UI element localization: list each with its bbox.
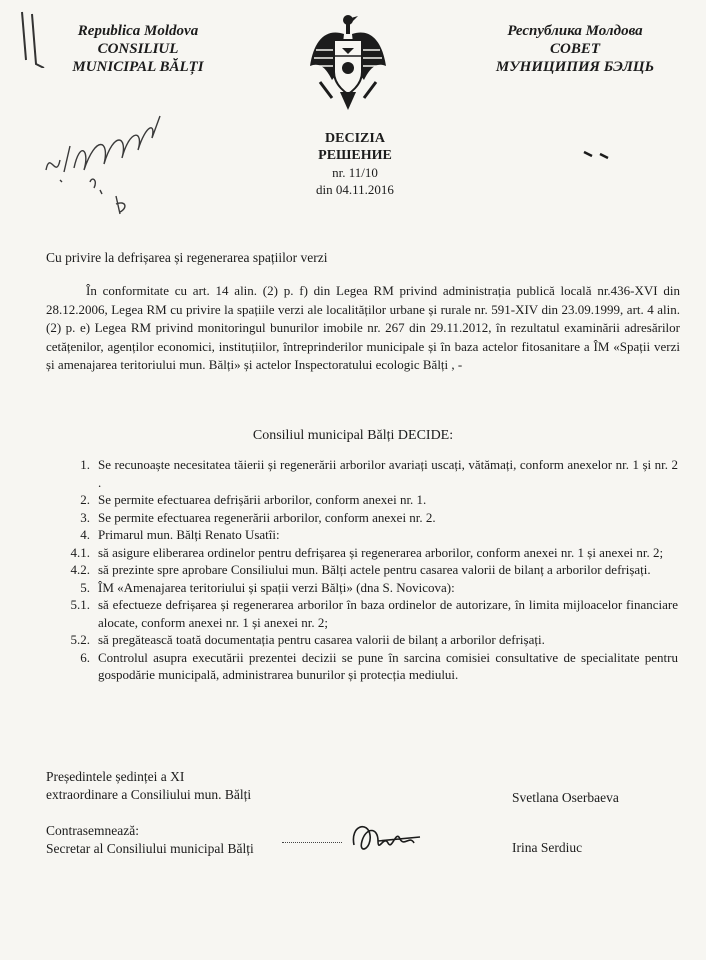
item-number: 4.2.: [70, 562, 90, 577]
list-item: [64, 509, 678, 527]
header-ru-line: Республика Молдова: [507, 23, 643, 39]
item-number: 5.1.: [70, 597, 90, 612]
decide-heading: Consiliul municipal Bălți DECIDE:: [252, 428, 454, 443]
item-text: ÎM «Amenajarea teritoriului și spații verzi Bălți» (dna S. Novicova):: [98, 579, 455, 595]
item-number: 5.: [80, 579, 90, 595]
item-text: Se permite efectuarea regenerării arborilor, conform anexei nr. 2.: [98, 509, 436, 525]
decision-items: [64, 456, 678, 684]
list-subitem: [64, 596, 678, 631]
item-number: 5.2.: [70, 632, 90, 647]
header-ro-line: MUNICIPAL BĂLȚI: [72, 59, 204, 75]
decision-date: din 04.11.2016: [316, 182, 394, 197]
president-title-line2: extraordinare a Consiliului mun. Bălți: [46, 787, 252, 802]
list-item: [64, 491, 678, 509]
decision-title-ru: РЕШЕНИЕ: [318, 148, 392, 163]
countersign-block: [46, 822, 254, 858]
header-ru-line: СОВЕТ: [549, 41, 600, 57]
header-romanian: [38, 22, 238, 76]
header-russian: [470, 22, 680, 76]
item-text: Primarul mun. Bălți Renato Usatîi:: [98, 527, 280, 542]
ink-marks: [580, 148, 640, 168]
list-subitem: [64, 561, 678, 579]
signature-line: [282, 842, 342, 843]
decision-number: nr. 11/10: [332, 165, 378, 180]
list-subitem: [64, 631, 678, 649]
item-number: 4.1.: [70, 544, 90, 560]
handwritten-signature-icon: [348, 815, 428, 865]
list-item: [64, 526, 678, 544]
president-block: [46, 768, 251, 804]
secretary-name: Irina Serdiuc: [512, 840, 583, 855]
list-subitem: [64, 544, 678, 562]
president-title-line1: Președintele ședinței a XI: [46, 769, 185, 784]
item-text: să pregătească toată documentația pentru casarea valorii de bilanț a arborilor defrișați.: [98, 632, 545, 647]
header-ro-line: CONSILIUL: [97, 41, 179, 57]
decision-preamble: [46, 282, 680, 375]
item-number: 3.: [80, 509, 90, 525]
item-text: Controlul asupra executării prezentei decizii se pune în sarcina comisiei consultative de specialitate pentru gospodărie municipală, administrarea bunurilor și protecția mediului.: [98, 649, 678, 682]
secretary-title: Secretar al Consiliului municipal Bălți: [46, 841, 254, 856]
president-name: Svetlana Oserbaeva: [512, 790, 619, 805]
list-item: [64, 649, 678, 684]
list-item: [64, 579, 678, 597]
item-text: Se recunoaște necesitatea tăierii și regenerării arborilor avariați uscați, vătămați, conform anexelor nr. 1 și nr. 2 .: [98, 457, 678, 490]
item-text: Se permite efectuarea defrișării arborilor, conform anexei nr. 1.: [98, 492, 427, 507]
decision-title-ro: DECIZIA: [325, 131, 385, 146]
item-text: să asigure eliberarea ordinelor pentru defrișarea și regenerarea arborilor, conform anexei nr. 1 și anexei nr. 2;: [98, 544, 664, 560]
countersign-label: Contrasemnează:: [46, 823, 139, 838]
decision-title-block: [300, 130, 410, 198]
item-number: 4.: [80, 527, 90, 542]
coat-of-arms-emblem-icon: [306, 10, 390, 114]
item-text: să prezinte spre aprobare Consiliului mun. Bălți actele pentru casarea valorii de bilanț a arborilor defrișați.: [98, 562, 651, 577]
header-ru-line: МУНИЦИПИЯ БЭЛЦЬ: [495, 59, 655, 75]
item-text: să efectueze defrișarea și regenerarea arborilor în baza ordinelor de autorizare, în limita mijloacelor financiare alocate, conform anexei nr. 1 și anexei nr. 2;: [98, 597, 678, 630]
item-number: 2.: [80, 492, 90, 507]
list-item: [64, 456, 678, 491]
handwritten-note: [40, 110, 190, 230]
decision-subject: Cu privire la defrișarea și regenerarea spațiilor verzi: [46, 250, 328, 265]
item-number: 6.: [80, 649, 90, 665]
item-number: 1.: [80, 457, 90, 472]
preamble-text: În conformitate cu art. 14 alin. (2) p. f) din Legea RM privind administrația publică locală nr.436-XVI din 28.12.2006, Legea RM cu privire la spațiile verzi ale localităților urbane și rurale nr. 591-XIV din 23.09.1999, art. 4 alin. (2) p. e) Legea RM privind monitoringul bunurilor imobile nr. 267 din 29.11.2012, în rezultatul examinării adresărilor cetățenilor, agenților economici, instituțiilor, întreprinderilor municipale și în baza actelor fitosanitare a ÎM «Spații verzi și amenajarea teritoriului mun. Bălți» și actelor Inspectoratului ecologic Bălți , -: [46, 283, 680, 372]
header-ro-line: Republica Moldova: [77, 23, 199, 39]
